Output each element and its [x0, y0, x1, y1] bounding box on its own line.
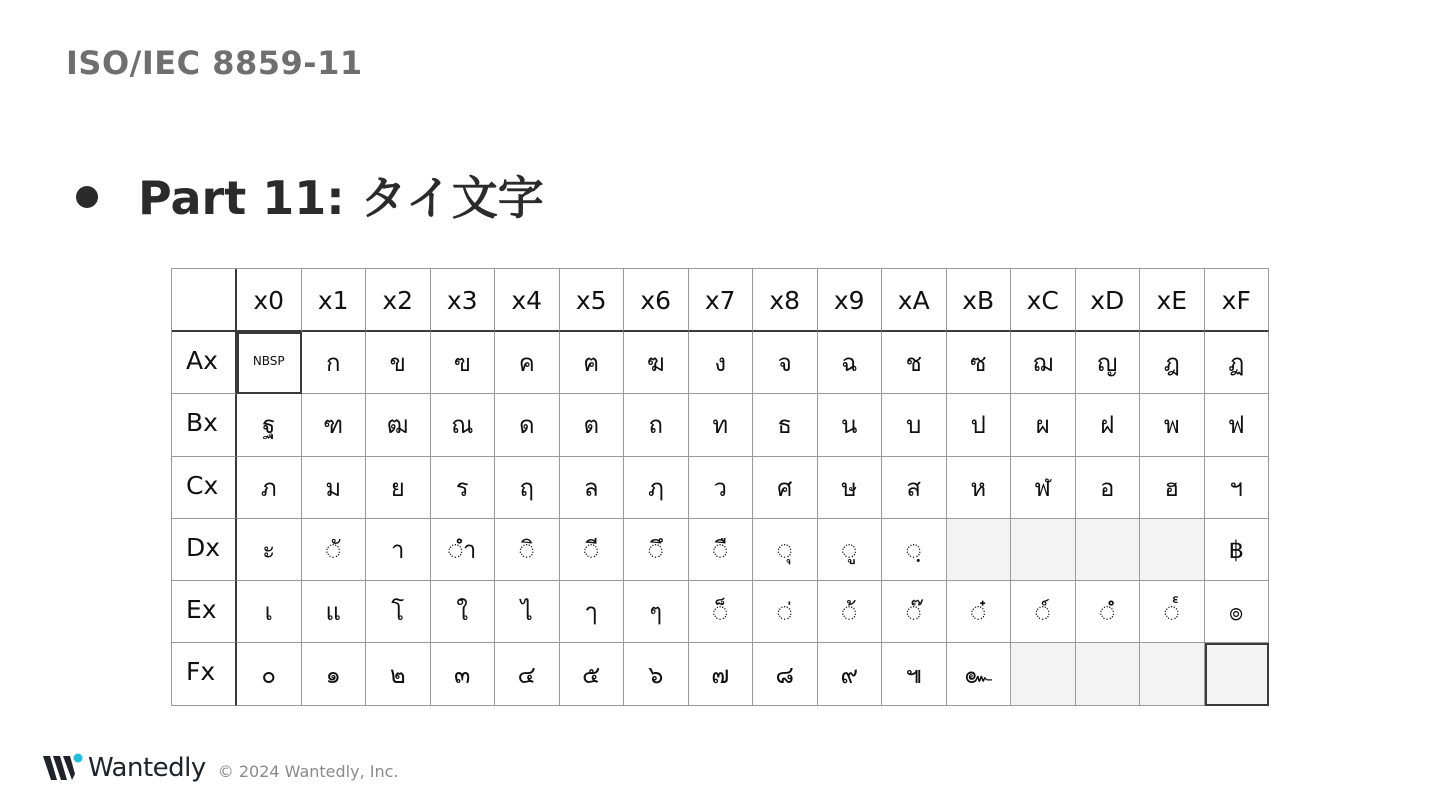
column-header: x8	[753, 269, 818, 332]
char-cell: ◌่	[753, 581, 818, 643]
char-cell: ◌็	[689, 581, 754, 643]
char-cell: ฏ	[1205, 332, 1270, 394]
char-cell: ◌ุ	[753, 519, 818, 581]
char-cell: ๘	[753, 643, 818, 705]
column-header: xB	[947, 269, 1012, 332]
char-cell: ช	[882, 332, 947, 394]
char-cell: ◌ึ	[624, 519, 689, 581]
char-cell: ฿	[1205, 519, 1270, 581]
char-cell: ๔	[495, 643, 560, 705]
char-cell: ฉ	[818, 332, 883, 394]
char-cell: ภ	[237, 457, 302, 519]
char-cell: ค	[495, 332, 560, 394]
char-cell: ป	[947, 394, 1012, 456]
char-cell: ๓	[431, 643, 496, 705]
char-cell: NBSP	[237, 332, 302, 394]
char-cell: ฯ	[1205, 457, 1270, 519]
row-header: Ex	[172, 581, 237, 643]
char-cell: ด	[495, 394, 560, 456]
char-cell: ฮ	[1140, 457, 1205, 519]
char-cell: ฦ	[624, 457, 689, 519]
char-cell: ก	[302, 332, 367, 394]
row-header: Ax	[172, 332, 237, 394]
char-cell: ฐ	[237, 394, 302, 456]
table-corner-cell	[172, 269, 237, 332]
char-cell: ม	[302, 457, 367, 519]
char-cell: ศ	[753, 457, 818, 519]
char-cell: ◌ั	[302, 519, 367, 581]
char-cell: ฝ	[1076, 394, 1141, 456]
char-cell: ใ	[431, 581, 496, 643]
char-cell: ณ	[431, 394, 496, 456]
char-cell: พ	[1140, 394, 1205, 456]
column-header: x5	[560, 269, 625, 332]
column-header: xA	[882, 269, 947, 332]
char-cell	[947, 519, 1012, 581]
char-cell: ๆ	[624, 581, 689, 643]
char-cell: ธ	[753, 394, 818, 456]
char-cell: ◌ิ	[495, 519, 560, 581]
char-cell: ท	[689, 394, 754, 456]
char-cell	[1076, 643, 1141, 705]
char-cell: ◌๊	[882, 581, 947, 643]
char-cell: ษ	[818, 457, 883, 519]
char-cell: ย	[366, 457, 431, 519]
char-cell: ฌ	[1011, 332, 1076, 394]
column-header: x0	[237, 269, 302, 332]
char-cell	[1140, 643, 1205, 705]
char-cell: ◌๎	[1140, 581, 1205, 643]
char-cell: เ	[237, 581, 302, 643]
row-header: Bx	[172, 394, 237, 456]
char-cell: ฟ	[1205, 394, 1270, 456]
char-cell: ◌ี	[560, 519, 625, 581]
char-cell: ง	[689, 332, 754, 394]
char-cell: ฬ	[1011, 457, 1076, 519]
bullet-dot	[76, 186, 98, 208]
char-cell: ว	[689, 457, 754, 519]
row-header: Dx	[172, 519, 237, 581]
char-cell: ส	[882, 457, 947, 519]
char-cell: ◌ฺ	[882, 519, 947, 581]
char-cell: ◌์	[1011, 581, 1076, 643]
char-cell: บ	[882, 394, 947, 456]
char-cell: ญ	[1076, 332, 1141, 394]
char-cell: น	[818, 394, 883, 456]
char-cell: ฒ	[366, 394, 431, 456]
column-header: x6	[624, 269, 689, 332]
row-header: Fx	[172, 643, 237, 705]
char-cell: โ	[366, 581, 431, 643]
column-header: x2	[366, 269, 431, 332]
char-cell: ฑ	[302, 394, 367, 456]
char-cell	[1140, 519, 1205, 581]
char-cell: ร	[431, 457, 496, 519]
brand-name: Wantedly	[88, 753, 206, 783]
char-cell	[1205, 643, 1270, 705]
char-cell: ไ	[495, 581, 560, 643]
wantedly-logo-icon	[42, 752, 84, 784]
char-cell: ◌ำ	[431, 519, 496, 581]
char-cell: ◌ื	[689, 519, 754, 581]
column-header: x1	[302, 269, 367, 332]
char-cell: จ	[753, 332, 818, 394]
char-cell: ฅ	[560, 332, 625, 394]
char-cell	[1011, 519, 1076, 581]
charset-table	[171, 268, 1269, 706]
char-cell: ◌ํ	[1076, 581, 1141, 643]
char-cell: ◌้	[818, 581, 883, 643]
char-cell: า	[366, 519, 431, 581]
char-cell: ะ	[237, 519, 302, 581]
column-header: x3	[431, 269, 496, 332]
char-cell: ๙	[818, 643, 883, 705]
char-cell: ฎ	[1140, 332, 1205, 394]
char-cell: ๏	[1205, 581, 1270, 643]
slide-heading: Part 11: タイ文字	[138, 171, 544, 225]
column-header: xC	[1011, 269, 1076, 332]
copyright-text: © 2024 Wantedly, Inc.	[217, 761, 399, 781]
page-title: ISO/IEC 8859-11	[66, 44, 363, 82]
char-cell: แ	[302, 581, 367, 643]
row-header: Cx	[172, 457, 237, 519]
char-cell: ◌๋	[947, 581, 1012, 643]
char-cell: ผ	[1011, 394, 1076, 456]
char-cell: ถ	[624, 394, 689, 456]
char-cell: ซ	[947, 332, 1012, 394]
char-cell	[1076, 519, 1141, 581]
column-header: x7	[689, 269, 754, 332]
char-cell: อ	[1076, 457, 1141, 519]
column-header: x4	[495, 269, 560, 332]
column-header: x9	[818, 269, 883, 332]
char-cell: ฃ	[431, 332, 496, 394]
char-cell: ๖	[624, 643, 689, 705]
char-cell: ล	[560, 457, 625, 519]
char-cell: ฤ	[495, 457, 560, 519]
char-cell: ห	[947, 457, 1012, 519]
column-header: xF	[1205, 269, 1270, 332]
char-cell: ข	[366, 332, 431, 394]
column-header: xE	[1140, 269, 1205, 332]
column-header: xD	[1076, 269, 1141, 332]
char-cell: ๗	[689, 643, 754, 705]
footer	[42, 752, 399, 784]
char-cell: ๑	[302, 643, 367, 705]
char-cell: ◌ู	[818, 519, 883, 581]
char-cell: ๚	[882, 643, 947, 705]
char-cell: ๐	[237, 643, 302, 705]
char-cell: ๅ	[560, 581, 625, 643]
char-cell	[1011, 643, 1076, 705]
char-cell: ๕	[560, 643, 625, 705]
bullet-line	[76, 162, 544, 228]
char-cell: ๒	[366, 643, 431, 705]
char-cell: ต	[560, 394, 625, 456]
char-cell: ๛	[947, 643, 1012, 705]
char-cell: ฆ	[624, 332, 689, 394]
